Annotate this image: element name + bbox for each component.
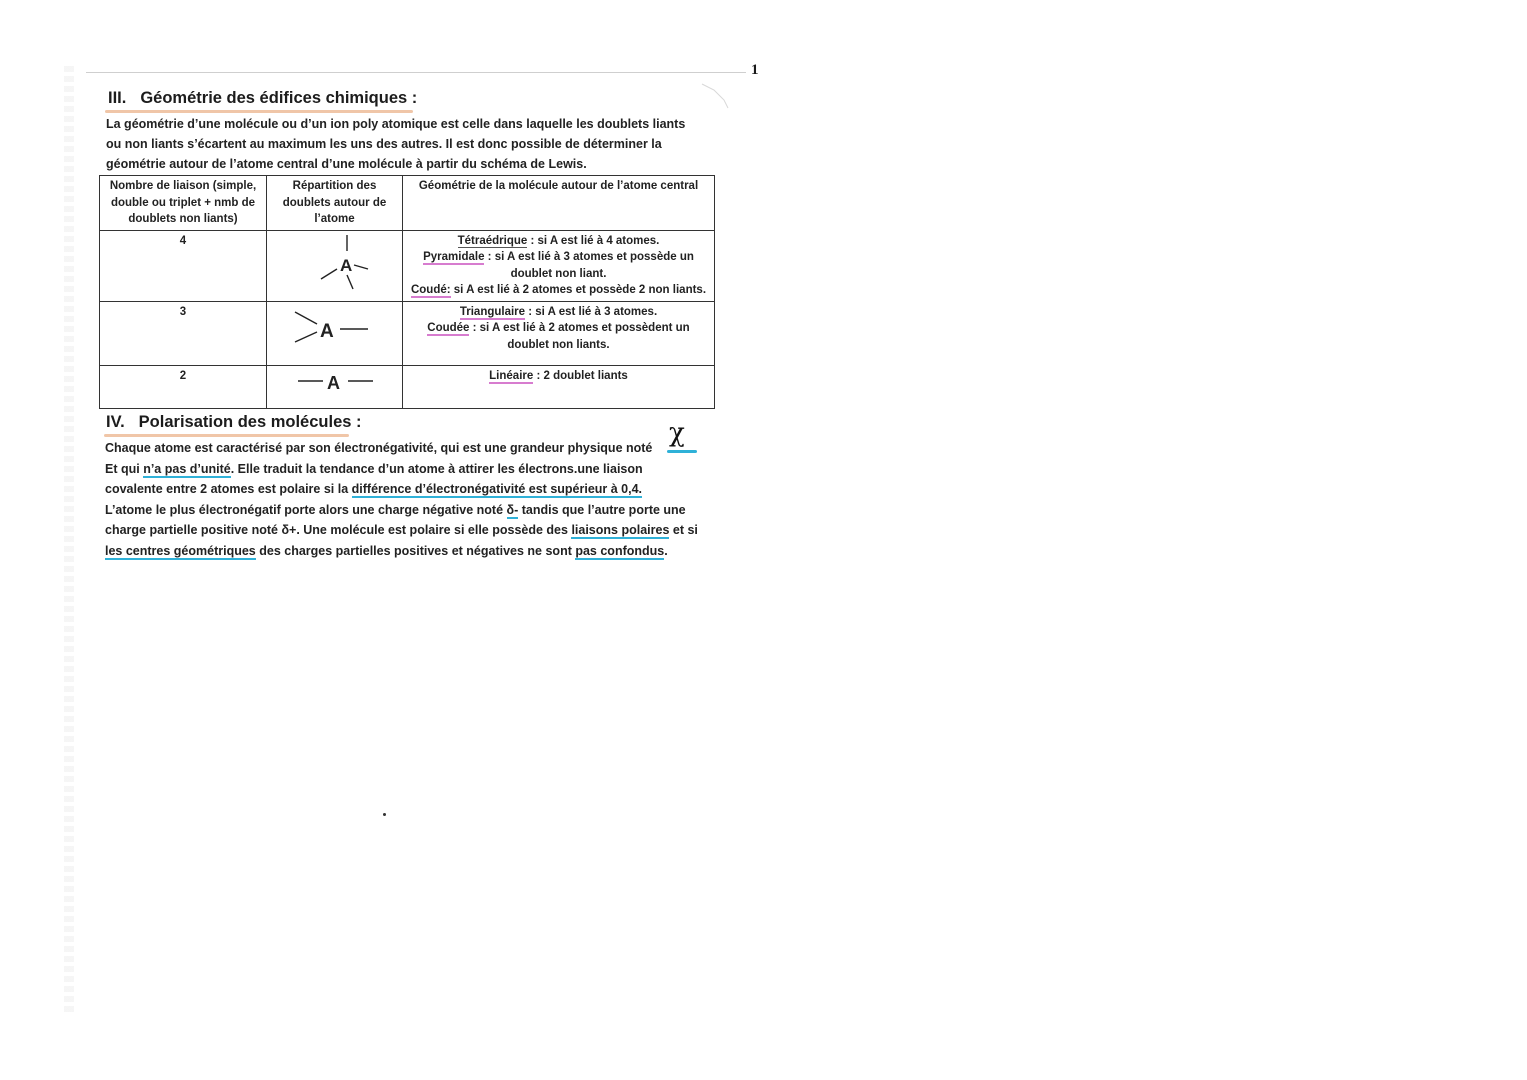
geo-line xyxy=(407,282,710,299)
table-row xyxy=(100,366,715,409)
para-line: covalente entre 2 atomes est polaire si la différence d’électronégativité est supérieur à 0,4. xyxy=(105,482,643,496)
geo-line xyxy=(407,337,710,354)
top-rule xyxy=(86,72,746,73)
header-line: Nombre de liaison (simple, xyxy=(109,180,257,192)
geo-desc: : si A est lié à 3 atomes. xyxy=(525,305,658,318)
section4-title: Polarisation des molécules : xyxy=(138,413,362,431)
highlight-delta-minus: δ- xyxy=(506,502,519,517)
row-count: 3 xyxy=(100,301,267,366)
section3-title: Géométrie des édifices chimiques : xyxy=(140,89,418,107)
geo-desc: : si A est lié à 4 atomes. xyxy=(527,234,660,247)
geo-desc: doublet non liant. xyxy=(510,267,607,280)
intro-line: géométrie autour de l’atome central d’une molécule à partir du schéma de Lewis. xyxy=(106,157,587,171)
scan-edge xyxy=(64,66,74,1016)
row-geometry xyxy=(403,230,715,301)
geo-term: Coudé: xyxy=(410,284,451,296)
intro-line: La géométrie d’une molécule ou d’un ion poly atomique est celle dans laquelle les doublets liants xyxy=(106,117,686,131)
section4-paragraph xyxy=(105,438,698,561)
geo-term: Pyramidale xyxy=(423,251,485,263)
highlight-centers: les centres géométriques xyxy=(105,543,256,558)
header-line: double ou triplet + nmb de xyxy=(110,196,256,209)
row-diagram xyxy=(267,230,403,301)
para-line: Et qui n’a pas d’unité. Elle traduit la tendance d’un atome à attirer les électrons.une liaison xyxy=(105,461,643,476)
header-line: Répartition des xyxy=(292,180,377,192)
header-line: doublets non liants) xyxy=(128,213,238,225)
row-diagram xyxy=(267,366,403,409)
geo-term: Linéaire xyxy=(489,370,534,382)
table-row xyxy=(100,230,715,301)
page-number: 1 xyxy=(751,62,759,78)
geo-term: Tétraédrique xyxy=(457,234,528,247)
table-row xyxy=(100,301,715,366)
geo-line xyxy=(407,320,710,337)
tetrahedral-diagram xyxy=(271,231,398,295)
linear-diagram xyxy=(271,366,398,402)
intro-line: ou non liants s’écartent au maximum les uns des autres. Il est donc possible de déterminer la xyxy=(106,137,662,151)
section4-heading xyxy=(106,413,362,432)
atom-label: A xyxy=(327,373,340,393)
row-count: 2 xyxy=(100,366,267,409)
header-geometry xyxy=(403,176,715,231)
header-line: l’atome xyxy=(314,213,355,225)
geometry-table xyxy=(99,175,715,409)
section3-underline xyxy=(105,110,413,113)
geo-desc: : si A est lié à 2 atomes et possèdent un xyxy=(469,322,690,334)
atom-label: A xyxy=(320,320,334,342)
header-line: doublets autour de xyxy=(282,196,387,209)
geo-desc: : 2 doublet liants xyxy=(533,370,628,382)
geo-term: Triangulaire xyxy=(459,305,526,318)
geo-line xyxy=(407,266,710,283)
row-geometry xyxy=(403,366,715,409)
geo-line xyxy=(407,249,710,266)
header-count xyxy=(100,176,267,231)
geo-desc: doublet non liants. xyxy=(507,338,610,351)
geo-line xyxy=(407,304,710,321)
row-count: 4 xyxy=(100,230,267,301)
section3-heading xyxy=(108,89,417,108)
geo-line xyxy=(407,368,710,385)
header-line: Géométrie de la molécule autour de l’atome central xyxy=(418,180,699,192)
atom-label: A xyxy=(340,255,353,275)
geo-desc: si A est lié à 2 atomes et possède 2 non liants. xyxy=(450,284,707,296)
geo-desc: : si A est lié à 3 atomes et possède un xyxy=(484,251,694,263)
section4-number: IV. xyxy=(106,413,125,431)
section3-number: III. xyxy=(108,89,127,107)
stray-dot xyxy=(383,813,386,816)
section4-underline xyxy=(104,434,349,437)
table-header-row xyxy=(100,176,715,231)
chi-symbol: χ xyxy=(669,418,685,448)
corner-scribble xyxy=(700,80,730,110)
row-geometry xyxy=(403,301,715,366)
highlight-no-unit: n’a pas d’unité xyxy=(143,461,231,476)
highlight-difference: différence d’électronégativité est supérieur à 0,4. xyxy=(351,482,643,496)
para-line: les centres géométriques des charges partielles positives et négatives ne sont pas confondus. xyxy=(105,543,668,558)
geo-term: Coudée xyxy=(427,322,470,334)
para-line: charge partielle positive noté δ+. Une molécule est polaire si elle possède des liaisons polaires et si xyxy=(105,523,698,537)
trigonal-diagram xyxy=(271,302,398,360)
row-diagram xyxy=(267,301,403,366)
section3-intro xyxy=(106,114,685,174)
para-line: Chaque atome est caractérisé par son électronégativité, qui est une grandeur physique noté xyxy=(105,441,653,455)
highlight-not-merged: pas confondus xyxy=(575,543,665,558)
header-distribution xyxy=(267,176,403,231)
para-line: L’atome le plus électronégatif porte alors une charge négative noté δ- tandis que l’autre porte une xyxy=(105,502,686,517)
highlight-polar-bonds: liaisons polaires xyxy=(571,523,670,537)
geo-line xyxy=(407,233,710,250)
